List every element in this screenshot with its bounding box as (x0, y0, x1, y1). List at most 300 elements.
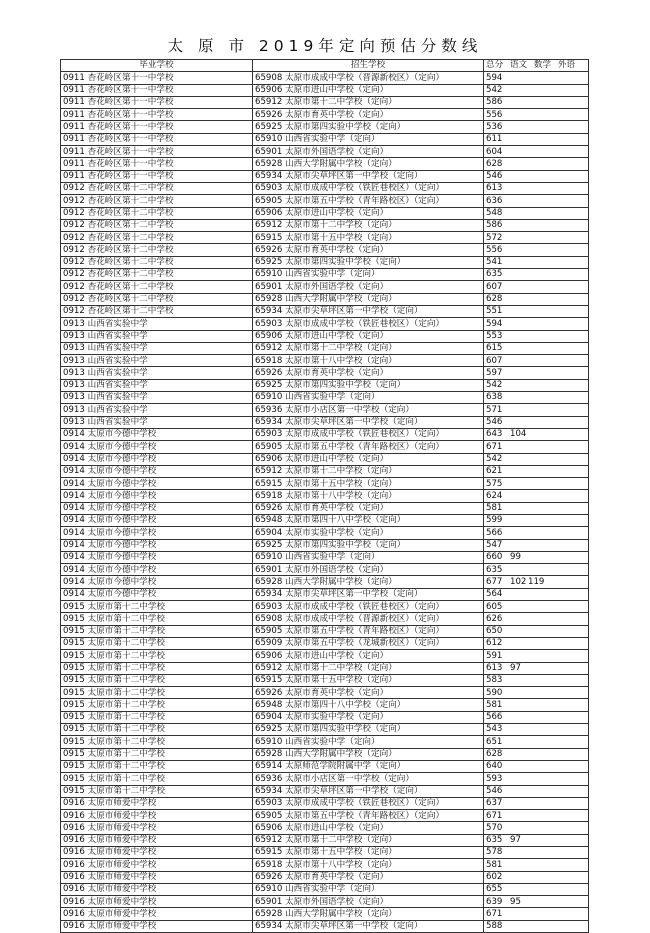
admit-school-cell: 65934 太原市尖草坪区第一中学校（定向） (253, 416, 484, 428)
grad-school-cell: 0916 太原市师爱中学校 (61, 920, 253, 932)
grad-school-cell: 0916 太原市师爱中学校 (61, 797, 253, 809)
table-row (61, 404, 589, 416)
scores-cell (484, 293, 589, 305)
total-score: 570 (486, 822, 503, 833)
table-row (61, 207, 589, 219)
total-score: 621 (486, 466, 503, 477)
table-row (61, 650, 589, 662)
total-score: 546 (486, 417, 503, 428)
scores-cell (484, 502, 589, 514)
total-score: 635 (486, 269, 503, 280)
total-score: 660 (486, 552, 503, 563)
grad-school-cell: 0914 太原市今德中学校 (61, 465, 253, 477)
admit-school-cell: 65925 太原市第四实验中学校（定向） (253, 724, 484, 736)
chinese-score: 99 (510, 552, 521, 563)
scores-cell (484, 736, 589, 748)
table-row (61, 96, 589, 108)
scores-cell (484, 847, 589, 859)
total-score: 542 (486, 453, 503, 464)
scores-cell (484, 896, 589, 908)
admit-school-cell: 65915 太原市第十五中学校（定向） (253, 478, 484, 490)
admit-school-cell: 65948 太原市第四十八中学校（定向） (253, 514, 484, 526)
scores-cell (484, 637, 589, 649)
table-row (61, 551, 589, 563)
table-row (61, 256, 589, 268)
total-score: 626 (486, 613, 503, 624)
table-row (61, 834, 589, 846)
admit-school-cell: 65926 太原市育英中学校（定向） (253, 687, 484, 699)
admit-school-cell: 65926 太原市育英中学校（定向） (253, 871, 484, 883)
total-score: 556 (486, 109, 503, 120)
grad-school-cell: 0912 杏花岭区第十二中学校 (61, 207, 253, 219)
scores-cell (484, 883, 589, 895)
admit-school-cell: 65901 太原市外国语学校（定向） (253, 896, 484, 908)
table-row (61, 613, 589, 625)
grad-school-cell: 0914 太原市今德中学校 (61, 514, 253, 526)
table-row (61, 810, 589, 822)
grad-school-cell: 0915 太原市第十二中学校 (61, 773, 253, 785)
grad-school-cell: 0913 山西省实验中学 (61, 404, 253, 416)
grad-school-cell: 0916 太原市师爱中学校 (61, 810, 253, 822)
table-row (61, 773, 589, 785)
grad-school-cell: 0913 山西省实验中学 (61, 367, 253, 379)
grad-school-cell: 0913 山西省实验中学 (61, 318, 253, 330)
grad-school-cell: 0911 杏花岭区第十一中学校 (61, 109, 253, 121)
admit-school-cell: 65934 太原市尖草坪区第一中学校（定向） (253, 305, 484, 317)
table-row (61, 146, 589, 158)
table-row (61, 908, 589, 920)
table-row (61, 797, 589, 809)
table-row (61, 392, 589, 404)
admit-school-cell: 65912 太原市第十二中学校（定向） (253, 465, 484, 477)
admit-school-cell: 65912 太原市第十二中学校（定向） (253, 96, 484, 108)
table-header-row (61, 60, 589, 72)
total-score: 590 (486, 687, 503, 698)
grad-school-cell: 0911 杏花岭区第十一中学校 (61, 158, 253, 170)
table-row (61, 576, 589, 588)
table-row (61, 121, 589, 133)
header-chinese: 语文 (509, 60, 528, 71)
grad-school-cell: 0914 太原市今德中学校 (61, 576, 253, 588)
admit-school-cell: 65906 太原市进山中学校（定向） (253, 650, 484, 662)
grad-school-cell: 0913 山西省实验中学 (61, 355, 253, 367)
scores-cell (484, 564, 589, 576)
chinese-score: 97 (510, 662, 521, 673)
grad-school-cell: 0915 太原市第十二中学校 (61, 662, 253, 674)
total-score: 655 (486, 884, 503, 895)
total-score: 628 (486, 749, 503, 760)
scores-cell (484, 539, 589, 551)
admit-school-cell: 65928 山西大学附属中学校（定向） (253, 293, 484, 305)
scores-cell (484, 207, 589, 219)
total-score: 594 (486, 318, 503, 329)
total-score: 578 (486, 847, 503, 858)
grad-school-cell: 0914 太原市今德中学校 (61, 453, 253, 465)
grad-school-cell: 0911 杏花岭区第十一中学校 (61, 96, 253, 108)
total-score: 542 (486, 85, 503, 96)
admit-school-cell: 65926 太原市育英中学校（定向） (253, 109, 484, 121)
admit-school-cell: 65910 山西省实验中学（定向） (253, 392, 484, 404)
grad-school-cell: 0914 太原市今德中学校 (61, 478, 253, 490)
header-total: 总分 (486, 60, 504, 71)
grad-school-cell: 0914 太原市今德中学校 (61, 539, 253, 551)
admit-school-cell: 65914 太原师范学院附属中学（定向） (253, 760, 484, 772)
grad-school-cell: 0911 杏花岭区第十一中学校 (61, 121, 253, 133)
grad-school-cell: 0911 杏花岭区第十一中学校 (61, 170, 253, 182)
total-score: 651 (486, 736, 503, 747)
total-score: 556 (486, 244, 503, 255)
table-row (61, 687, 589, 699)
grad-school-cell: 0916 太原市师爱中学校 (61, 859, 253, 871)
table-row (61, 699, 589, 711)
admit-school-cell: 65910 山西省实验中学（定向） (253, 551, 484, 563)
scores-cell (484, 84, 589, 96)
admit-school-cell: 65910 山西省实验中学（定向） (253, 269, 484, 281)
admit-school-cell: 65925 太原市第四实验中学校（定向） (253, 379, 484, 391)
scores-cell (484, 305, 589, 317)
grad-school-cell: 0913 山西省实验中学 (61, 392, 253, 404)
total-score: 597 (486, 367, 503, 378)
grad-school-cell: 0915 太原市第十二中学校 (61, 711, 253, 723)
grad-school-cell: 0914 太原市今德中学校 (61, 527, 253, 539)
admit-school-cell: 65904 太原市实验中学校（定向） (253, 527, 484, 539)
admit-school-cell: 65912 太原市第十二中学校（定向） (253, 219, 484, 231)
total-score: 551 (486, 306, 503, 317)
scores-cell (484, 269, 589, 281)
scores-cell (484, 133, 589, 145)
scores-cell (484, 318, 589, 330)
table-row (61, 330, 589, 342)
scores-cell (484, 465, 589, 477)
chinese-score: 102 (510, 576, 527, 587)
grad-school-cell: 0915 太原市第十二中学校 (61, 687, 253, 699)
admit-school-cell: 65936 太原市小店区第一中学校（定向） (253, 404, 484, 416)
scores-cell (484, 355, 589, 367)
total-score: 612 (486, 638, 503, 649)
table-row (61, 269, 589, 281)
scores-cell (484, 219, 589, 231)
scores-cell (484, 232, 589, 244)
grad-school-cell: 0912 杏花岭区第十二中学校 (61, 293, 253, 305)
total-score: 599 (486, 515, 503, 526)
admit-school-cell: 65912 太原市第十二中学校（定向） (253, 342, 484, 354)
total-score: 547 (486, 540, 503, 551)
grad-school-cell: 0915 太原市第十二中学校 (61, 674, 253, 686)
admit-school-cell: 65906 太原市进山中学校（定向） (253, 453, 484, 465)
total-score: 566 (486, 527, 503, 538)
grad-school-cell: 0915 太原市第十二中学校 (61, 637, 253, 649)
total-score: 635 (486, 835, 503, 846)
total-score: 602 (486, 872, 503, 883)
admit-school-cell: 65910 山西省实验中学（定向） (253, 736, 484, 748)
total-score: 643 (486, 429, 503, 440)
grad-school-cell: 0914 太原市今德中学校 (61, 551, 253, 563)
grad-school-cell: 0914 太原市今德中学校 (61, 502, 253, 514)
grad-school-cell: 0916 太原市师爱中学校 (61, 896, 253, 908)
grad-school-cell: 0912 杏花岭区第十二中学校 (61, 219, 253, 231)
admit-school-cell: 65901 太原市外国语学校（定向） (253, 564, 484, 576)
table-row (61, 219, 589, 231)
scores-cell (484, 441, 589, 453)
table-row (61, 564, 589, 576)
admit-school-cell: 65908 太原市成成中学校（晋源新校区）（定向） (253, 613, 484, 625)
total-score: 677 (486, 576, 503, 587)
admit-school-cell: 65928 山西大学附属中学校（定向） (253, 748, 484, 760)
table-row (61, 490, 589, 502)
table-row (61, 859, 589, 871)
admit-school-cell: 65910 山西省实验中学（定向） (253, 133, 484, 145)
header-english: 外语 (557, 60, 576, 71)
total-score: 604 (486, 146, 503, 157)
total-score: 564 (486, 589, 503, 600)
scores-cell (484, 330, 589, 342)
scores-cell (484, 822, 589, 834)
scores-cell (484, 244, 589, 256)
scores-cell (484, 773, 589, 785)
grad-school-cell: 0913 山西省实验中学 (61, 416, 253, 428)
total-score: 628 (486, 158, 503, 169)
admit-school-cell: 65901 太原市外国语学校（定向） (253, 281, 484, 293)
scores-cell (484, 871, 589, 883)
scores-cell (484, 428, 589, 440)
scores-cell (484, 527, 589, 539)
total-score: 636 (486, 195, 503, 206)
scores-cell (484, 453, 589, 465)
table-row (61, 367, 589, 379)
admit-school-cell: 65903 太原市成成中学校（铁匠巷校区）（定向） (253, 797, 484, 809)
table-row (61, 847, 589, 859)
table-row (61, 822, 589, 834)
total-score: 541 (486, 257, 503, 268)
total-score: 536 (486, 121, 503, 132)
admit-school-cell: 65912 太原市第十二中学校（定向） (253, 662, 484, 674)
admit-school-cell: 65928 山西大学附属中学校（定向） (253, 158, 484, 170)
admit-school-cell: 65934 太原市尖草坪区第一中学校（定向） (253, 920, 484, 932)
total-score: 637 (486, 798, 503, 809)
total-score: 571 (486, 404, 503, 415)
table-row (61, 527, 589, 539)
grad-school-cell: 0916 太原市师爱中学校 (61, 847, 253, 859)
total-score: 546 (486, 171, 503, 182)
table-row (61, 465, 589, 477)
scores-cell (484, 908, 589, 920)
scores-cell (484, 490, 589, 502)
scores-cell (484, 711, 589, 723)
table-row (61, 182, 589, 194)
table-row (61, 785, 589, 797)
admit-school-cell: 65905 太原市第五中学校（青年路校区）（定向） (253, 441, 484, 453)
grad-school-cell: 0916 太原市师爱中学校 (61, 871, 253, 883)
grad-school-cell: 0914 太原市今德中学校 (61, 428, 253, 440)
admit-school-cell: 65909 太原市第五中学校（龙城新校区）（定向） (253, 637, 484, 649)
total-score: 581 (486, 503, 503, 514)
total-score: 611 (486, 134, 503, 145)
scores-cell (484, 404, 589, 416)
table-row (61, 232, 589, 244)
admit-school-cell: 65926 太原市育英中学校（定向） (253, 244, 484, 256)
total-score: 594 (486, 72, 503, 83)
table-row (61, 748, 589, 760)
admit-school-cell: 65905 太原市第五中学校（青年路校区）（定向） (253, 625, 484, 637)
scores-cell (484, 379, 589, 391)
math-score: 119 (528, 576, 545, 587)
total-score: 586 (486, 220, 503, 231)
grad-school-cell: 0916 太原市师爱中学校 (61, 908, 253, 920)
admit-school-cell: 65915 太原市第十五中学校（定向） (253, 674, 484, 686)
grad-school-cell: 0912 杏花岭区第十二中学校 (61, 232, 253, 244)
score-table (60, 59, 589, 933)
scores-cell (484, 342, 589, 354)
table-row (61, 539, 589, 551)
admit-school-cell: 65936 太原市小店区第一中学校（定向） (253, 773, 484, 785)
scores-cell (484, 170, 589, 182)
total-score: 546 (486, 785, 503, 796)
total-score: 607 (486, 281, 503, 292)
grad-school-cell: 0911 杏花岭区第十一中学校 (61, 84, 253, 96)
admit-school-cell: 65948 太原市第四十八中学校（定向） (253, 699, 484, 711)
admit-school-cell: 65925 太原市第四实验中学校（定向） (253, 121, 484, 133)
table-row (61, 318, 589, 330)
total-score: 586 (486, 97, 503, 108)
header-math: 数学 (533, 60, 552, 71)
table-row (61, 195, 589, 207)
total-score: 613 (486, 183, 503, 194)
scores-cell (484, 514, 589, 526)
scores-cell (484, 613, 589, 625)
admit-school-cell: 65903 太原市成成中学校（铁匠巷校区）（定向） (253, 428, 484, 440)
admit-school-cell: 65915 太原市第十五中学校（定向） (253, 232, 484, 244)
scores-cell (484, 256, 589, 268)
table-row (61, 674, 589, 686)
admit-school-cell: 65903 太原市成成中学校（铁匠巷校区）（定向） (253, 182, 484, 194)
admit-school-cell: 65925 太原市第四实验中学校（定向） (253, 256, 484, 268)
header-grad-school: 毕业学校 (61, 60, 253, 72)
grad-school-cell: 0912 杏花岭区第十二中学校 (61, 269, 253, 281)
admit-school-cell: 65926 太原市育英中学校（定向） (253, 367, 484, 379)
scores-cell (484, 478, 589, 490)
admit-school-cell: 65915 太原市第十五中学校（定向） (253, 847, 484, 859)
scores-cell (484, 96, 589, 108)
total-score: 671 (486, 810, 503, 821)
table-row (61, 244, 589, 256)
table-row (61, 441, 589, 453)
table-row (61, 883, 589, 895)
table-row (61, 736, 589, 748)
scores-cell (484, 859, 589, 871)
page-title: 太 原 市 2019年定向预估分数线 (167, 37, 483, 55)
scores-cell (484, 810, 589, 822)
table-row (61, 355, 589, 367)
total-score: 572 (486, 232, 503, 243)
header-admit-school: 招生学校 (253, 60, 484, 72)
grad-school-cell: 0915 太原市第十二中学校 (61, 613, 253, 625)
table-row (61, 109, 589, 121)
scores-cell (484, 760, 589, 772)
table-row (61, 293, 589, 305)
admit-school-cell: 65906 太原市进山中学校（定向） (253, 330, 484, 342)
total-score: 543 (486, 724, 503, 735)
scores-cell (484, 367, 589, 379)
scores-cell (484, 625, 589, 637)
total-score: 581 (486, 699, 503, 710)
table-row (61, 133, 589, 145)
scores-cell (484, 392, 589, 404)
table-row (61, 84, 589, 96)
grad-school-cell: 0913 山西省实验中学 (61, 330, 253, 342)
grad-school-cell: 0915 太原市第十二中学校 (61, 650, 253, 662)
table-row (61, 920, 589, 932)
admit-school-cell: 65934 太原市尖草坪区第一中学校（定向） (253, 588, 484, 600)
scores-cell (484, 416, 589, 428)
scores-cell (484, 724, 589, 736)
table-body (61, 72, 589, 933)
grad-school-cell: 0915 太原市第十二中学校 (61, 785, 253, 797)
table-row (61, 428, 589, 440)
admit-school-cell: 65903 太原市成成中学校（铁匠巷校区）（定向） (253, 318, 484, 330)
grad-school-cell: 0916 太原市师爱中学校 (61, 822, 253, 834)
total-score: 628 (486, 294, 503, 305)
total-score: 607 (486, 355, 503, 366)
admit-school-cell: 65934 太原市尖草坪区第一中学校（定向） (253, 785, 484, 797)
total-score: 640 (486, 761, 503, 772)
chinese-score: 104 (510, 429, 527, 440)
table-row (61, 625, 589, 637)
table-row (61, 588, 589, 600)
total-score: 635 (486, 564, 503, 575)
admit-school-cell: 65905 太原市第五中学校（青年路校区）（定向） (253, 195, 484, 207)
scores-cell (484, 785, 589, 797)
table-row (61, 871, 589, 883)
scores-cell (484, 687, 589, 699)
total-score: 624 (486, 490, 503, 501)
table-row (61, 514, 589, 526)
total-score: 613 (486, 662, 503, 673)
scores-cell (484, 182, 589, 194)
grad-school-cell: 0912 杏花岭区第十二中学校 (61, 182, 253, 194)
total-score: 638 (486, 392, 503, 403)
grad-school-cell: 0914 太原市今德中学校 (61, 588, 253, 600)
total-score: 581 (486, 859, 503, 870)
scores-cell (484, 588, 589, 600)
admit-school-cell: 65910 山西省实验中学（定向） (253, 883, 484, 895)
table-row (61, 305, 589, 317)
grad-school-cell: 0915 太原市第十二中学校 (61, 601, 253, 613)
total-score: 650 (486, 626, 503, 637)
table-row (61, 760, 589, 772)
grad-school-cell: 0914 太原市今德中学校 (61, 564, 253, 576)
grad-school-cell: 0914 太原市今德中学校 (61, 490, 253, 502)
header-scores (484, 60, 589, 72)
table-row (61, 711, 589, 723)
scores-cell (484, 699, 589, 711)
scores-cell (484, 109, 589, 121)
grad-school-cell: 0914 太原市今德中学校 (61, 441, 253, 453)
table-row (61, 637, 589, 649)
grad-school-cell: 0913 山西省实验中学 (61, 342, 253, 354)
table-row (61, 416, 589, 428)
admit-school-cell: 65906 太原市进山中学校（定向） (253, 84, 484, 96)
total-score: 605 (486, 601, 503, 612)
table-row (61, 379, 589, 391)
total-score: 548 (486, 208, 503, 218)
scores-cell (484, 576, 589, 588)
grad-school-cell: 0911 杏花岭区第十一中学校 (61, 72, 253, 84)
total-score: 553 (486, 330, 503, 341)
grad-school-cell: 0912 杏花岭区第十二中学校 (61, 305, 253, 317)
total-score: 671 (486, 908, 503, 919)
admit-school-cell: 65925 太原市第四实验中学校（定向） (253, 539, 484, 551)
grad-school-cell: 0912 杏花岭区第十二中学校 (61, 195, 253, 207)
